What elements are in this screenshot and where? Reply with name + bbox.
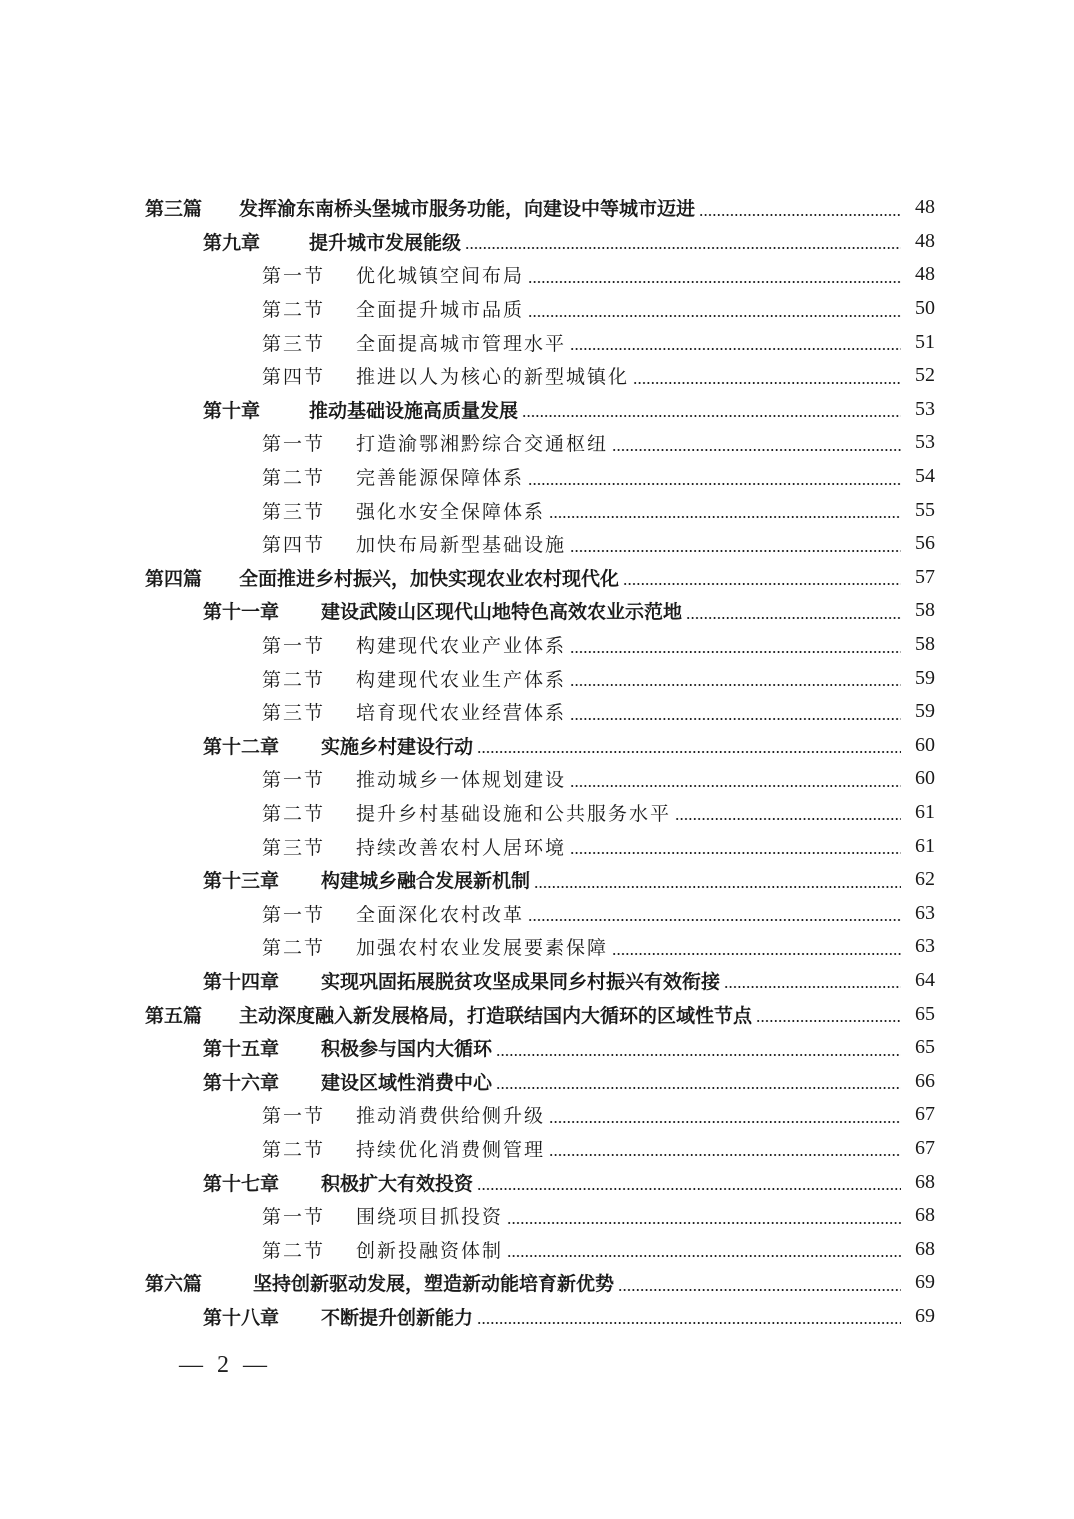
entry-number: 第十章 [203, 399, 261, 422]
toc-entry-chapter[interactable] [0, 964, 1074, 998]
toc-entry-section[interactable] [0, 930, 1074, 964]
entry-page: 52 [915, 364, 935, 387]
dot-leader [633, 366, 901, 386]
entry-number: 第二节 [262, 1138, 326, 1161]
toc-entry-part[interactable] [0, 561, 1074, 595]
toc-entry-chapter[interactable] [0, 1165, 1074, 1199]
table-of-contents [0, 191, 1074, 1333]
toc-entry-section[interactable] [0, 359, 1074, 393]
toc-entry-section[interactable] [0, 460, 1074, 494]
entry-number: 第三篇 [145, 198, 203, 221]
entry-title: 构建城乡融合发展新机制 [321, 870, 531, 893]
entry-page: 51 [915, 330, 935, 353]
toc-entry-section[interactable] [0, 325, 1074, 359]
entry-page: 58 [915, 599, 935, 622]
entry-title: 实施乡村建设行动 [321, 735, 474, 758]
toc-entry-section[interactable] [0, 1098, 1074, 1132]
toc-entry-section[interactable] [0, 1132, 1074, 1166]
toc-entry-chapter[interactable] [0, 729, 1074, 763]
entry-number: 第二节 [262, 802, 326, 825]
entry-page: 65 [915, 1002, 935, 1025]
entry-page: 59 [915, 666, 935, 689]
entry-number: 第三节 [262, 500, 326, 523]
entry-title: 优化城镇空间布局 [356, 265, 525, 288]
entry-title: 实现巩固拓展脱贫攻坚成果同乡村振兴有效衔接 [321, 970, 721, 993]
entry-page: 68 [915, 1237, 935, 1260]
entry-title: 围绕项目抓投资 [356, 1206, 504, 1229]
dot-leader [699, 198, 901, 218]
entry-title: 培育现代农业经营体系 [356, 702, 567, 725]
entry-page: 56 [915, 532, 935, 555]
entry-title: 加强农村农业发展要素保障 [356, 937, 609, 960]
entry-number: 第十四章 [203, 970, 280, 993]
entry-number: 第三节 [262, 332, 326, 355]
entry-number: 第一节 [262, 903, 326, 926]
entry-page: 57 [915, 565, 935, 588]
entry-page: 59 [915, 700, 935, 723]
entry-title: 加快布局新型基础设施 [356, 534, 567, 557]
entry-number: 第十六章 [203, 1071, 280, 1094]
toc-entry-part[interactable] [0, 1266, 1074, 1300]
toc-entry-section[interactable] [0, 258, 1074, 292]
entry-title: 推进以人为核心的新型城镇化 [356, 366, 630, 389]
dot-leader [612, 433, 901, 453]
entry-page: 62 [915, 868, 935, 891]
entry-title: 构建现代农业产业体系 [356, 635, 567, 658]
entry-page: 63 [915, 901, 935, 924]
dot-leader [570, 668, 901, 688]
entry-page: 54 [915, 465, 935, 488]
toc-entry-section[interactable] [0, 796, 1074, 830]
dot-leader [496, 1038, 901, 1058]
toc-entry-chapter[interactable] [0, 594, 1074, 628]
entry-title: 持续优化消费侧管理 [356, 1138, 546, 1161]
entry-title: 全面提高城市管理水平 [356, 332, 567, 355]
entry-page: 53 [915, 397, 935, 420]
dot-leader [477, 1172, 901, 1192]
entry-number: 第四节 [262, 534, 326, 557]
entry-title: 主动深度融入新发展格局，打造联结国内大循环的区域性节点 [239, 1004, 753, 1027]
entry-number: 第十一章 [203, 601, 280, 624]
toc-entry-section[interactable] [0, 493, 1074, 527]
entry-number: 第一节 [262, 769, 326, 792]
dot-leader [570, 836, 901, 856]
toc-entry-section[interactable] [0, 661, 1074, 695]
dot-leader [507, 1206, 901, 1226]
dot-leader [528, 299, 901, 319]
dot-leader [570, 769, 901, 789]
dot-leader [618, 1273, 901, 1293]
dot-leader [570, 635, 901, 655]
entry-page: 55 [915, 498, 935, 521]
entry-title: 建设武陵山区现代山地特色高效农业示范地 [321, 601, 683, 624]
entry-page: 61 [915, 834, 935, 857]
dot-leader [623, 567, 901, 587]
dot-leader [522, 399, 901, 419]
entry-number: 第五篇 [145, 1004, 203, 1027]
toc-entry-chapter[interactable] [0, 1300, 1074, 1334]
entry-number: 第二节 [262, 1239, 326, 1262]
entry-title: 全面提升城市品质 [356, 299, 525, 322]
toc-entry-section[interactable] [0, 527, 1074, 561]
dot-leader [612, 937, 901, 957]
entry-page: 60 [915, 767, 935, 790]
dot-leader [724, 970, 901, 990]
entry-page: 67 [915, 1103, 935, 1126]
entry-number: 第十二章 [203, 735, 280, 758]
entry-title: 提升乡村基础设施和公共服务水平 [356, 802, 672, 825]
toc-entry-section[interactable] [0, 896, 1074, 930]
entry-number: 第一节 [262, 265, 326, 288]
dot-leader [507, 1239, 901, 1259]
entry-page: 53 [915, 431, 935, 454]
toc-entry-part[interactable] [0, 191, 1074, 225]
entry-number: 第二节 [262, 937, 326, 960]
toc-entry-section[interactable] [0, 1199, 1074, 1233]
entry-title: 建设区域性消费中心 [321, 1071, 493, 1094]
toc-entry-chapter[interactable] [0, 863, 1074, 897]
dot-leader [528, 265, 901, 285]
entry-page: 69 [915, 1304, 935, 1327]
entry-page: 69 [915, 1271, 935, 1294]
entry-page: 48 [915, 229, 935, 252]
entry-page: 61 [915, 800, 935, 823]
entry-number: 第十五章 [203, 1038, 280, 1061]
entry-title: 持续改善农村人居环境 [356, 836, 567, 859]
entry-number: 第三节 [262, 702, 326, 725]
entry-page: 48 [915, 263, 935, 286]
dot-leader [570, 702, 901, 722]
entry-number: 第一节 [262, 1206, 326, 1229]
entry-number: 第六篇 [145, 1273, 203, 1296]
entry-title: 发挥渝东南桥头堡城市服务功能，向建设中等城市迈进 [239, 198, 696, 221]
entry-number: 第二节 [262, 467, 326, 490]
dot-leader [549, 1138, 901, 1158]
dot-leader [528, 903, 901, 923]
entry-title: 不断提升创新能力 [321, 1306, 474, 1329]
dot-leader [570, 332, 901, 352]
dot-leader [686, 601, 901, 621]
entry-number: 第四篇 [145, 567, 203, 590]
entry-number: 第十七章 [203, 1172, 280, 1195]
entry-title: 积极扩大有效投资 [321, 1172, 474, 1195]
entry-number: 第二节 [262, 668, 326, 691]
entry-page: 63 [915, 935, 935, 958]
dot-leader [496, 1071, 901, 1091]
entry-title: 创新投融资体制 [356, 1239, 504, 1262]
entry-title: 构建现代农业生产体系 [356, 668, 567, 691]
entry-title: 积极参与国内大循环 [321, 1038, 493, 1061]
toc-entry-section[interactable] [0, 762, 1074, 796]
toc-entry-chapter[interactable] [0, 1031, 1074, 1065]
entry-page: 58 [915, 633, 935, 656]
dot-leader [534, 870, 901, 890]
toc-entry-chapter[interactable] [0, 225, 1074, 259]
entry-title: 打造渝鄂湘黔综合交通枢纽 [356, 433, 609, 456]
entry-number: 第一节 [262, 1105, 326, 1128]
toc-entry-section[interactable] [0, 829, 1074, 863]
dot-leader [675, 802, 901, 822]
entry-title: 完善能源保障体系 [356, 467, 525, 490]
dot-leader [477, 1306, 901, 1326]
entry-title: 推动消费供给侧升级 [356, 1105, 546, 1128]
toc-entry-section[interactable] [0, 695, 1074, 729]
toc-entry-part[interactable] [0, 997, 1074, 1031]
dot-leader [756, 1004, 901, 1024]
dot-leader [528, 467, 901, 487]
dot-leader [477, 735, 901, 755]
toc-entry-section[interactable] [0, 426, 1074, 460]
entry-page: 67 [915, 1136, 935, 1159]
dot-leader [549, 500, 901, 520]
entry-page: 64 [915, 968, 935, 991]
entry-page: 68 [915, 1204, 935, 1227]
entry-title: 推动城乡一体规划建设 [356, 769, 567, 792]
dot-leader [549, 1105, 901, 1125]
toc-entry-section[interactable] [0, 628, 1074, 662]
dot-leader [465, 231, 901, 251]
entry-number: 第三节 [262, 836, 326, 859]
entry-title: 推动基础设施高质量发展 [309, 399, 519, 422]
entry-title: 强化水安全保障体系 [356, 500, 546, 523]
entry-page: 50 [915, 297, 935, 320]
toc-entry-chapter[interactable] [0, 1064, 1074, 1098]
entry-title: 提升城市发展能级 [309, 231, 462, 254]
toc-entry-section[interactable] [0, 292, 1074, 326]
entry-title: 全面深化农村改革 [356, 903, 525, 926]
entry-page: 66 [915, 1069, 935, 1092]
entry-page: 65 [915, 1036, 935, 1059]
entry-page: 60 [915, 733, 935, 756]
entry-number: 第一节 [262, 433, 326, 456]
entry-number: 第四节 [262, 366, 326, 389]
entry-number: 第十三章 [203, 870, 280, 893]
entry-number: 第二节 [262, 299, 326, 322]
entry-title: 全面推进乡村振兴，加快实现农业农村现代化 [239, 567, 620, 590]
entry-page: 68 [915, 1170, 935, 1193]
toc-entry-chapter[interactable] [0, 393, 1074, 427]
toc-entry-section[interactable] [0, 1232, 1074, 1266]
entry-number: 第九章 [203, 231, 261, 254]
dot-leader [570, 534, 901, 554]
entry-page: 48 [915, 196, 935, 219]
entry-title: 坚持创新驱动发展，塑造新动能培育新优势 [253, 1273, 615, 1296]
entry-number: 第一节 [262, 635, 326, 658]
page-number-footer: — 2 — [179, 1352, 271, 1378]
entry-number: 第十八章 [203, 1306, 280, 1329]
